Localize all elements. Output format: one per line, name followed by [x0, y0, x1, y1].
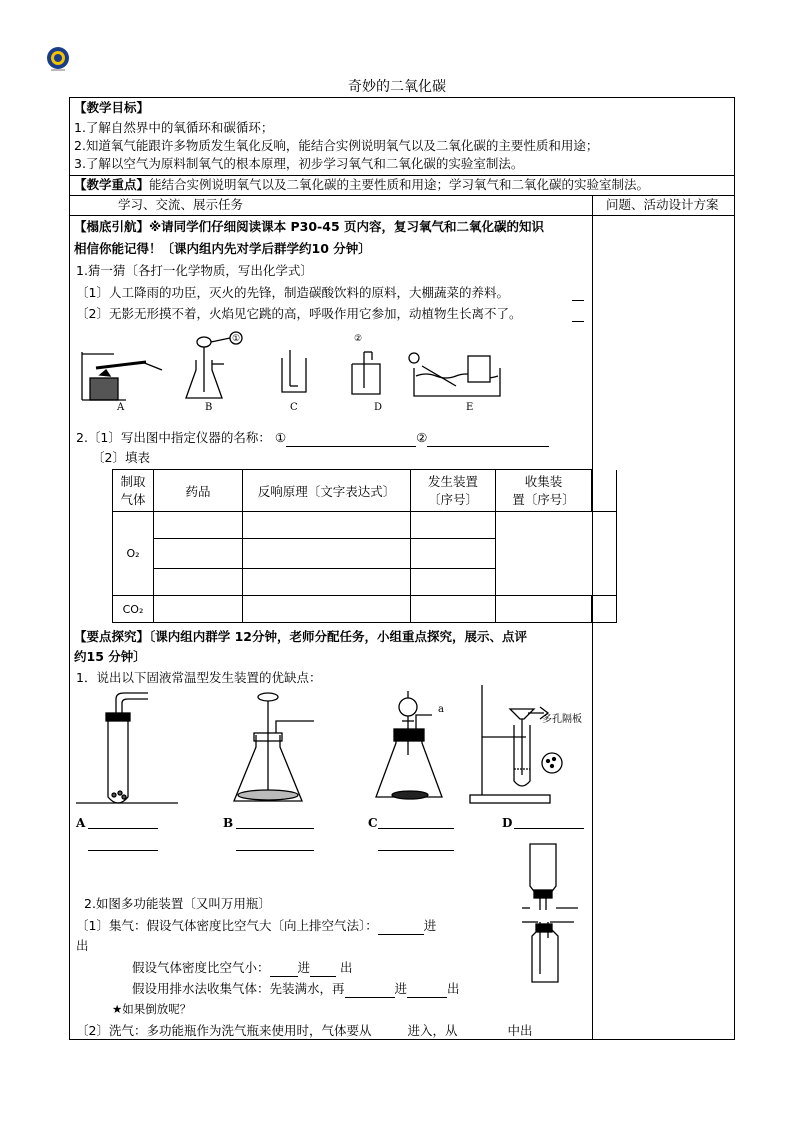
keypoints-heading: 【教学重点】 — [74, 177, 150, 192]
header-collector — [496, 470, 592, 512]
apparatus-label: D — [374, 402, 383, 413]
header-text: 收集装 — [524, 473, 563, 489]
question-2b: 〔2〕填表 — [92, 450, 150, 465]
generator-c-icon — [376, 691, 442, 799]
table-cell[interactable] — [243, 512, 411, 539]
gas-washing-text: 〔2〕洗气：多功能瓶作为洗气瓶来使用时，气体要从 — [76, 1023, 372, 1038]
answer-label: B — [223, 816, 234, 830]
column-header-left: 学习、交流、展示任务 — [118, 197, 244, 212]
marker-1: ① — [274, 430, 287, 445]
collect-water-text: 假设用排水法收集气体：先装满水，再 — [132, 981, 345, 996]
answer-blank[interactable] — [371, 1025, 407, 1040]
table-cell[interactable] — [243, 596, 411, 623]
header-gas — [113, 470, 154, 512]
table-cell[interactable] — [411, 569, 496, 596]
answer-blank-a1[interactable] — [88, 814, 158, 829]
porous-plate-label: 多孔隔板 — [542, 714, 582, 725]
apparatus-c-icon — [282, 350, 306, 392]
answer-blank-c1[interactable] — [378, 814, 454, 829]
column-header-right: 问题、活动设计方案 — [606, 197, 719, 212]
table-cell[interactable] — [154, 512, 243, 539]
header-text: 〔序号〕 — [427, 491, 478, 507]
outlet-word: 出 — [340, 960, 353, 975]
generator-d-icon — [470, 685, 562, 803]
table-cell[interactable] — [411, 539, 496, 569]
gas-preparation-table — [112, 469, 617, 623]
generator-a-icon — [76, 693, 178, 803]
collect-light-gas — [132, 959, 353, 977]
apparatus-e-icon — [409, 353, 500, 396]
header-generator — [411, 470, 496, 512]
header-text: 气体 — [120, 491, 146, 507]
section2-heading: 【要点探究】〔课内组内群学 12分钟，老师分配任务，小组重点探究，展示、点评 — [74, 629, 527, 644]
objective-item: 2.知道氧气能跟许多物质发生氧化反响，能结合实例说明氧气以及二氧化碳的主要性质和用途； — [74, 138, 599, 153]
section1-heading-cont: 相信你能记得！〔课内组内先对学后群学约10 分钟〕 — [74, 241, 371, 256]
collect-water-method — [132, 980, 460, 998]
collect-dense-text: 〔1〕集气：假设气体密度比空气大〔向上排空气法〕： — [76, 918, 378, 933]
answer-blank-b1[interactable] — [236, 814, 314, 829]
answer-blank[interactable] — [572, 286, 584, 301]
answer-blank-1[interactable] — [286, 432, 416, 447]
collect-dense-gas — [76, 917, 436, 935]
multifunction-bottle-figure — [516, 838, 586, 988]
keypoints-row — [74, 176, 649, 194]
gas-washing-text: 进入，从 — [407, 1023, 458, 1038]
objective-item: 3.了解以空气为原料制氧气的根本原理，初步学习氧气和二氧化碳的实验室制法。 — [74, 156, 524, 171]
gas-washing-question — [76, 1022, 533, 1040]
answer-blank-2[interactable] — [427, 432, 549, 447]
answer-label: D — [502, 816, 513, 830]
apparatus-label: B — [205, 402, 213, 413]
table-cell[interactable] — [154, 539, 243, 569]
table-cell[interactable] — [243, 539, 411, 569]
apparatus-d-icon — [352, 352, 380, 394]
table-cell[interactable] — [154, 596, 243, 623]
apparatus-label: A — [117, 402, 125, 413]
row-co2-label: CO₂ — [113, 596, 154, 623]
inverted-bottle-icon — [522, 844, 578, 910]
collect-light-text: 假设气体密度比空气小： — [132, 960, 270, 975]
answer-blank-c2[interactable] — [378, 836, 454, 851]
outlet-word: 出 — [447, 981, 460, 996]
header-text: 制取 — [120, 473, 146, 489]
generator-figures — [74, 685, 594, 810]
answer-blank[interactable] — [407, 983, 447, 998]
answer-blank-b2[interactable] — [236, 836, 314, 851]
inlet-word: 进 — [423, 918, 437, 933]
page-title: 奇妙的二氧化碳 — [348, 79, 446, 95]
objectives-heading: 【教学目标】 — [74, 100, 150, 115]
table-cell[interactable] — [411, 512, 496, 539]
table-cell[interactable] — [243, 569, 411, 596]
answer-label: A — [76, 816, 86, 830]
gas-washing-text: 中出 — [507, 1023, 533, 1038]
header-reaction: 反响原理〔文字表达式〕 — [243, 470, 411, 512]
header-drug: 药品 — [154, 470, 243, 512]
apparatus-label: E — [466, 402, 474, 413]
circle-marker-1: ① — [232, 334, 241, 344]
table-cell[interactable] — [592, 596, 617, 623]
marker-2: ② — [416, 430, 428, 445]
apparatus-label: C — [290, 402, 298, 413]
section2-question-1: 1．说出以下固液常温型发生装置的优缺点： — [76, 670, 322, 685]
generator-b-icon — [234, 693, 314, 801]
answer-blank-d1[interactable] — [514, 814, 584, 829]
answer-blank[interactable] — [345, 983, 395, 998]
divider — [69, 215, 735, 216]
table-cell[interactable] — [154, 569, 243, 596]
header-text: 置〔序号〕 — [512, 491, 575, 507]
table-cell[interactable] — [496, 596, 592, 623]
table-cell[interactable] — [496, 512, 617, 596]
answer-blank-a2[interactable] — [88, 836, 158, 851]
label-a: a — [438, 704, 444, 715]
school-logo-icon — [45, 45, 71, 71]
outlet-word: 出 — [76, 938, 89, 953]
question-2a-text: 2.〔1〕写出图中指定仪器的名称： — [76, 430, 271, 445]
table-cell[interactable] — [411, 596, 496, 623]
row-o2-label: O₂ — [113, 512, 154, 596]
apparatus-a-icon — [82, 352, 162, 400]
section2-heading-cont: 约15 分钟〕 — [74, 649, 146, 664]
question-1: 1.猜一猜〔各打一化学物质，写出化学式〕 — [76, 263, 313, 278]
upright-bottle-icon — [522, 922, 574, 982]
section2-question-2: 2.如图多功能装置〔又叫万用瓶〕 — [84, 896, 271, 911]
answer-blank[interactable] — [378, 920, 424, 935]
answer-label: C — [368, 816, 378, 830]
keypoints-text: 能结合实例说明氧气以及二氧化碳的主要性质和用途；学习氧气和二氧化碳的实验室制法。 — [149, 177, 650, 192]
inlet-word: 进 — [394, 981, 408, 996]
question-2a — [76, 429, 549, 447]
table-spacer — [592, 470, 617, 512]
question-1b: 〔2〕无影无形摸不着，火焰见它跳的高，呼吸作用它参加，动植物生长离不了。 — [76, 306, 522, 321]
question-1a: 〔1〕人工降雨的功臣，灭火的先锋，制造碳酸饮料的原料，大棚蔬菜的养料。 — [76, 285, 509, 300]
answer-blank[interactable] — [270, 962, 298, 977]
answer-blank[interactable] — [310, 962, 336, 977]
inlet-word: 进 — [297, 960, 311, 975]
circle-marker-2: ② — [354, 334, 363, 344]
objective-item: 1.了解自然界中的氧循环和碳循环； — [74, 120, 274, 135]
answer-blank[interactable] — [572, 307, 584, 322]
header-text: 发生装置 — [427, 473, 478, 489]
inverted-question: ★如果倒放呢？ — [112, 1002, 192, 1016]
answer-blank[interactable] — [457, 1025, 507, 1040]
section1-heading: 【榻底引航】※请同学们仔细阅读课本 P30-45 页内容，复习氧气和二氧化碳的知识 — [74, 219, 544, 234]
